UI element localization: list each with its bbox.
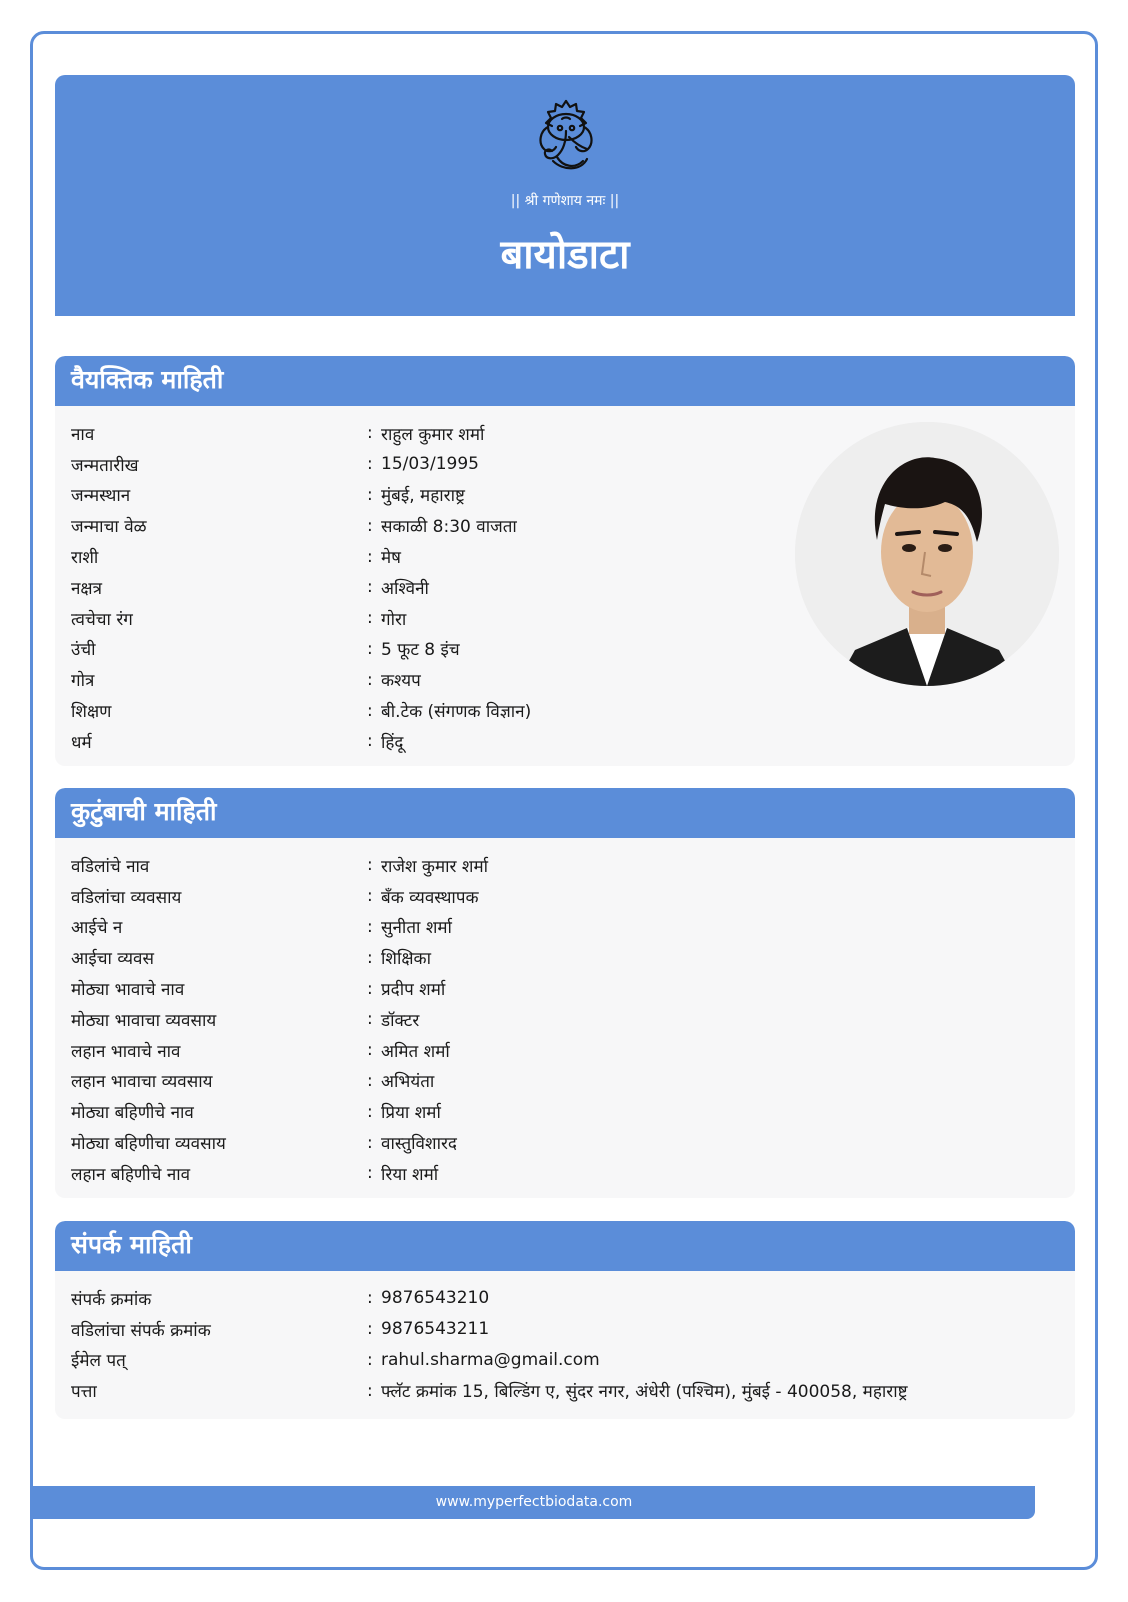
row-label: मोठ्या भावाचा व्यवसाय xyxy=(71,1010,217,1031)
section-heading: वैयक्तिक माहिती xyxy=(55,356,1075,406)
row-label: लहान भावाचे नाव xyxy=(71,1041,181,1062)
row-value: शिक्षिका xyxy=(381,949,432,970)
row-colon: : xyxy=(367,731,373,752)
row-label: गोत्र xyxy=(71,671,95,692)
row-colon: : xyxy=(367,886,373,907)
row-label: उंची xyxy=(71,640,96,661)
info-row xyxy=(71,695,1075,726)
row-label: आईचा व्यवस xyxy=(71,949,154,970)
row-colon: : xyxy=(367,1040,373,1061)
row-colon: : xyxy=(367,978,373,999)
row-colon: : xyxy=(367,577,373,598)
row-label: आईचे न xyxy=(71,918,123,939)
info-row xyxy=(71,1345,1075,1376)
email-value: rahul.sharma@gmail.com xyxy=(381,1349,600,1370)
row-value: 15/03/1995 xyxy=(381,454,479,475)
address-value: फ्लॅट क्रमांक 15, बिल्डिंग ए, सुंदर नगर, अंधेरी (पश्चिम), मुंबई - 400058, महाराष्ट्र xyxy=(381,1382,908,1403)
header-banner xyxy=(55,75,1075,316)
row-value: प्रिया शर्मा xyxy=(381,1103,441,1124)
row-label: ईमेल पत् xyxy=(71,1351,126,1372)
row-label: पत्ता xyxy=(71,1382,97,1403)
mantra-text: || श्री गणेशाय नमः || xyxy=(510,193,620,209)
row-label: संपर्क क्रमांक xyxy=(71,1289,152,1310)
row-value: राहुल कुमार शर्मा xyxy=(381,424,485,445)
row-label: वडिलांचे नाव xyxy=(71,856,150,877)
row-colon: : xyxy=(367,1163,373,1184)
row-colon: : xyxy=(367,1380,373,1401)
row-label: त्वचेचा रंग xyxy=(71,609,133,630)
row-value: बँक व्यवस्थापक xyxy=(381,887,479,908)
info-row xyxy=(71,1035,1075,1066)
row-label: मोठ्या भावाचे नाव xyxy=(71,980,185,1001)
row-label: धर्म xyxy=(71,732,92,753)
row-colon: : xyxy=(367,546,373,567)
page-title: बायोडाटा xyxy=(500,232,630,278)
info-row xyxy=(71,942,1075,973)
row-colon: : xyxy=(367,1319,373,1340)
row-value: अमित शर्मा xyxy=(381,1041,450,1062)
row-colon: : xyxy=(367,855,373,876)
row-label: वडिलांचा संपर्क क्रमांक xyxy=(71,1320,211,1341)
row-colon: : xyxy=(367,638,373,659)
row-colon: : xyxy=(367,916,373,937)
info-row xyxy=(71,912,1075,943)
row-colon: : xyxy=(367,1101,373,1122)
contact-section xyxy=(55,1221,1075,1419)
row-value: गोरा xyxy=(381,609,407,630)
row-value: प्रदीप शर्मा xyxy=(381,980,446,1001)
row-colon: : xyxy=(367,454,373,475)
family-section xyxy=(55,788,1075,1198)
row-label: नक्षत्र xyxy=(71,578,103,599)
row-label: शिक्षण xyxy=(71,702,112,723)
row-label: नाव xyxy=(71,424,95,445)
info-row xyxy=(71,1158,1075,1189)
row-label: लहान भावाचा व्यवसाय xyxy=(71,1072,213,1093)
profile-photo xyxy=(795,422,1059,686)
info-row xyxy=(71,726,1075,757)
row-label: मोठ्या बहिणीचा व्यवसाय xyxy=(71,1134,226,1155)
row-colon: : xyxy=(367,484,373,505)
row-value: बी.टेक (संगणक विज्ञान) xyxy=(381,702,532,723)
family-rows xyxy=(55,838,1075,1189)
row-label: जन्माचा वेळ xyxy=(71,517,147,538)
row-value: सकाळी 8:30 वाजता xyxy=(381,517,517,538)
row-value: मेष xyxy=(381,548,401,569)
row-colon: : xyxy=(367,1070,373,1091)
row-colon: : xyxy=(367,423,373,444)
personal-section xyxy=(55,356,1075,766)
row-label: लहान बहिणीचे नाव xyxy=(71,1164,191,1185)
row-colon: : xyxy=(367,947,373,968)
row-colon: : xyxy=(367,700,373,721)
row-value: अश्विनी xyxy=(381,578,429,599)
info-row xyxy=(71,1066,1075,1097)
ganesha-icon xyxy=(535,97,597,173)
info-row xyxy=(71,1127,1075,1158)
row-colon: : xyxy=(367,1132,373,1153)
row-label: जन्मस्थान xyxy=(71,486,131,507)
row-value: 9876543211 xyxy=(381,1319,490,1340)
row-colon: : xyxy=(367,515,373,536)
row-value: हिंदू xyxy=(381,732,404,753)
row-value: वास्तुविशारद xyxy=(381,1134,457,1155)
row-value: राजेश कुमार शर्मा xyxy=(381,856,489,877)
row-value: सुनीता शर्मा xyxy=(381,918,452,939)
row-value: 5 फूट 8 इंच xyxy=(381,640,460,661)
row-value: रिया शर्मा xyxy=(381,1164,439,1185)
row-value: कश्यप xyxy=(381,671,421,692)
row-value: अभियंता xyxy=(381,1072,435,1093)
person-portrait-icon xyxy=(795,422,1059,686)
section-heading: संपर्क माहिती xyxy=(55,1221,1075,1271)
row-colon: : xyxy=(367,1009,373,1030)
row-label: मोठ्या बहिणीचे नाव xyxy=(71,1103,194,1124)
info-row xyxy=(71,1004,1075,1035)
row-label: जन्मतारीख xyxy=(71,455,139,476)
row-colon: : xyxy=(367,669,373,690)
row-value: मुंबई, महाराष्ट्र xyxy=(381,486,465,507)
footer-website: www.myperfectbiodata.com xyxy=(33,1486,1035,1519)
row-colon: : xyxy=(367,608,373,629)
section-heading: कुटुंबाची माहिती xyxy=(55,788,1075,838)
biodata-page xyxy=(30,31,1098,1570)
info-row xyxy=(71,1096,1075,1127)
info-row xyxy=(71,881,1075,912)
info-row xyxy=(71,1283,1075,1314)
contact-rows xyxy=(55,1271,1075,1406)
info-row xyxy=(71,973,1075,1004)
row-value: डॉक्टर xyxy=(381,1010,420,1031)
info-row xyxy=(71,850,1075,881)
info-row xyxy=(71,1375,1075,1406)
row-value: 9876543210 xyxy=(381,1288,490,1309)
row-colon: : xyxy=(367,1288,373,1309)
row-label: वडिलांचा व्यवसाय xyxy=(71,887,182,908)
info-row xyxy=(71,1314,1075,1345)
row-colon: : xyxy=(367,1349,373,1370)
row-label: राशी xyxy=(71,548,99,569)
